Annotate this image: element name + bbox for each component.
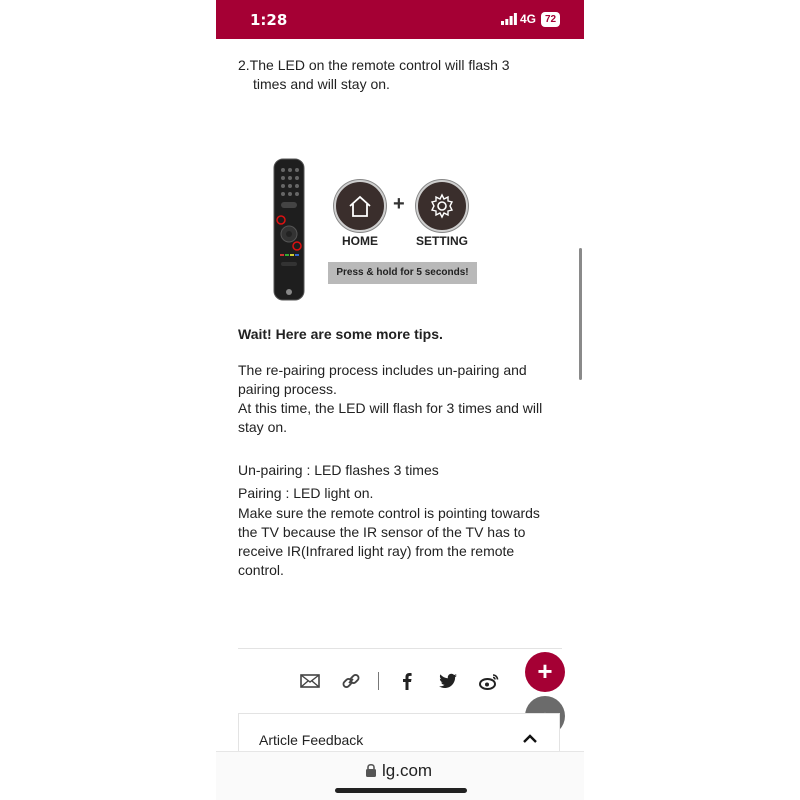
setting-button-illustration xyxy=(416,180,468,232)
paragraph-led: At this time, the LED will flash for 3 times and will stay on. xyxy=(238,400,543,435)
home-label: HOME xyxy=(342,234,378,248)
twitter-icon[interactable] xyxy=(437,670,459,692)
article-feedback-title: Article Feedback xyxy=(259,732,364,748)
weibo-icon[interactable] xyxy=(478,670,500,692)
status-bar xyxy=(216,0,584,39)
url-text[interactable]: lg.com xyxy=(382,761,433,780)
step-line-1: 2.The LED on the remote control will flash 3 xyxy=(238,57,510,73)
unpairing-text: Un-pairing : LED flashes 3 times xyxy=(238,462,439,478)
setting-label: SETTING xyxy=(416,234,469,248)
network-type: 4G xyxy=(520,12,537,26)
home-button-illustration xyxy=(334,180,386,232)
status-time: 1:28 xyxy=(250,11,288,29)
share-separator xyxy=(378,672,379,690)
pairing-text: Pairing : LED light on. xyxy=(238,485,374,501)
article-feedback-section[interactable] xyxy=(238,713,560,754)
scrollbar[interactable] xyxy=(579,248,582,380)
plus-symbol: + xyxy=(393,193,405,215)
tips-title: Wait! Here are some more tips. xyxy=(238,326,443,342)
signal-icon xyxy=(501,13,517,25)
mail-icon[interactable] xyxy=(299,670,321,692)
add-fab-button[interactable]: + xyxy=(525,652,565,692)
home-icon xyxy=(347,193,373,219)
divider xyxy=(238,648,562,649)
tips-paragraph xyxy=(238,361,558,437)
press-hold-banner: Press & hold for 5 seconds! xyxy=(328,262,477,284)
gear-icon xyxy=(429,193,455,219)
phone-screen xyxy=(216,0,584,800)
facebook-icon[interactable] xyxy=(396,670,418,692)
lock-icon xyxy=(364,762,378,778)
browser-url-bar[interactable] xyxy=(216,751,584,800)
paragraph-repairing: The re-pairing process includes un-pairing and pairing process. xyxy=(238,362,527,397)
step-line-2: times and will stay on. xyxy=(253,76,390,92)
step-text xyxy=(238,56,538,94)
link-icon[interactable] xyxy=(340,670,362,692)
ir-note-text: Make sure the remote control is pointing towards the TV because the IR sensor of the TV has to receive IR(Infrared light ray) from the remote control. xyxy=(238,505,540,578)
chevron-up-icon[interactable] xyxy=(522,732,538,744)
remote-control-image xyxy=(273,158,305,301)
battery-indicator: 72 xyxy=(541,12,560,27)
home-indicator[interactable] xyxy=(335,788,467,793)
